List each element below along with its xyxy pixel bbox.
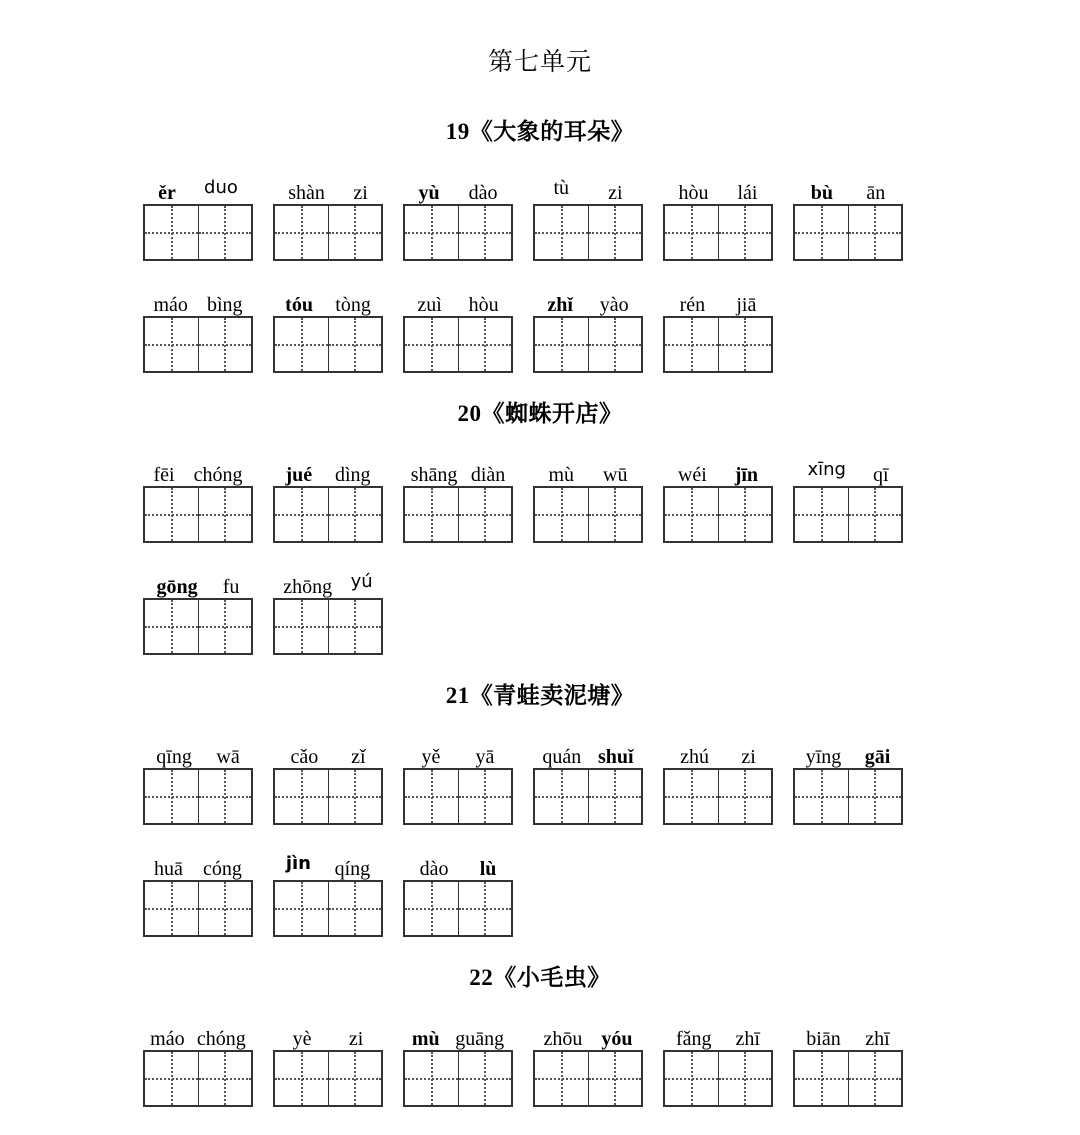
character-grid[interactable] — [533, 204, 643, 261]
lesson-section-22 — [0, 959, 1080, 1129]
character-cell[interactable] — [795, 488, 848, 541]
pinyin-label — [664, 1020, 772, 1050]
character-grid[interactable] — [273, 598, 383, 655]
character-grid[interactable] — [143, 598, 253, 655]
word-group — [143, 850, 253, 937]
word-group — [403, 1020, 513, 1107]
character-cell[interactable] — [405, 770, 458, 823]
character-cell[interactable] — [275, 318, 328, 371]
pinyin-syllable: chóng — [193, 464, 243, 486]
pinyin-syllable: lái — [737, 182, 758, 204]
pinyin-syllable: zi — [608, 182, 623, 204]
word-row — [0, 1020, 1080, 1107]
word-group — [663, 1020, 773, 1107]
character-cell[interactable] — [145, 1052, 198, 1105]
character-cell[interactable] — [665, 206, 718, 259]
character-grid[interactable] — [793, 486, 903, 543]
pinyin-syllable: qīng — [156, 746, 192, 768]
character-cell[interactable] — [275, 600, 328, 653]
pinyin-syllable: biān — [806, 1028, 841, 1050]
pinyin-label — [404, 456, 512, 486]
character-cell[interactable] — [458, 206, 511, 259]
character-cell[interactable] — [718, 770, 771, 823]
character-cell[interactable] — [588, 770, 641, 823]
character-cell[interactable] — [405, 882, 458, 935]
pinyin-label — [274, 738, 382, 768]
character-cell[interactable] — [795, 206, 848, 259]
pinyin-syllable: tù — [553, 177, 570, 199]
character-cell[interactable] — [405, 206, 458, 259]
pinyin-syllable: hòu — [468, 294, 499, 316]
section-spacer — [0, 373, 1080, 395]
character-cell[interactable] — [458, 1052, 511, 1105]
pinyin-syllable: xīng — [807, 459, 846, 480]
pinyin-syllable: jiā — [736, 294, 757, 316]
pinyin-syllable: yóu — [601, 1028, 633, 1050]
character-grid[interactable] — [533, 1050, 643, 1107]
character-grid[interactable] — [663, 768, 773, 825]
pinyin-label — [794, 174, 902, 204]
character-cell[interactable] — [458, 882, 511, 935]
character-grid[interactable] — [663, 204, 773, 261]
pinyin-label — [534, 174, 642, 204]
character-cell[interactable] — [405, 488, 458, 541]
character-cell[interactable] — [588, 1052, 641, 1105]
word-group — [403, 456, 513, 543]
lesson-section-19 — [0, 113, 1080, 395]
pinyin-syllable: zhōu — [543, 1028, 583, 1050]
pinyin-label — [794, 1020, 902, 1050]
character-cell[interactable] — [665, 1052, 718, 1105]
pinyin-label — [664, 738, 772, 768]
pinyin-syllable: zhī — [865, 1028, 890, 1050]
word-row — [0, 568, 1080, 655]
pinyin-syllable: duo — [204, 177, 238, 198]
word-group — [533, 174, 643, 261]
character-cell[interactable] — [328, 488, 381, 541]
character-cell[interactable] — [588, 318, 641, 371]
character-grid[interactable] — [533, 768, 643, 825]
character-cell[interactable] — [588, 488, 641, 541]
word-row — [0, 286, 1080, 373]
lessons-container — [0, 113, 1080, 1129]
pinyin-label — [404, 1020, 512, 1050]
pinyin-syllable: tóu — [285, 294, 313, 316]
word-group — [273, 1020, 383, 1107]
character-cell[interactable] — [145, 318, 198, 371]
word-row — [0, 174, 1080, 261]
character-grid[interactable] — [403, 316, 513, 373]
pinyin-label — [144, 456, 252, 486]
character-cell[interactable] — [795, 770, 848, 823]
pinyin-syllable: jué — [285, 464, 313, 486]
pinyin-syllable: máo — [153, 294, 188, 316]
character-cell[interactable] — [795, 1052, 848, 1105]
character-cell[interactable] — [198, 1052, 251, 1105]
unit-title: 第七单元 — [487, 49, 592, 76]
character-grid[interactable] — [273, 880, 383, 937]
character-cell[interactable] — [848, 488, 901, 541]
word-group — [143, 174, 253, 261]
pinyin-label — [144, 738, 252, 768]
pinyin-syllable: yě — [421, 746, 441, 768]
pinyin-label — [404, 286, 512, 316]
character-cell[interactable] — [405, 318, 458, 371]
character-cell[interactable] — [198, 600, 251, 653]
character-cell[interactable] — [665, 318, 718, 371]
character-cell[interactable] — [405, 1052, 458, 1105]
word-group — [143, 568, 253, 655]
character-grid[interactable] — [143, 486, 253, 543]
character-cell[interactable] — [145, 206, 198, 259]
character-grid[interactable] — [143, 1050, 253, 1107]
character-grid[interactable] — [403, 204, 513, 261]
character-grid[interactable] — [273, 768, 383, 825]
pinyin-syllable: wū — [603, 464, 628, 486]
pinyin-syllable: bìng — [206, 294, 243, 316]
pinyin-syllable: chóng — [196, 1028, 246, 1050]
pinyin-label — [274, 1020, 382, 1050]
word-group — [273, 456, 383, 543]
word-row — [0, 738, 1080, 825]
character-cell[interactable] — [328, 318, 381, 371]
pinyin-syllable: mù — [548, 464, 575, 486]
pinyin-syllable: wéi — [677, 464, 707, 486]
pinyin-syllable: cǎo — [290, 746, 319, 768]
word-group — [143, 286, 253, 373]
pinyin-syllable: huā — [154, 858, 183, 880]
character-grid[interactable] — [533, 316, 643, 373]
character-cell[interactable] — [198, 318, 251, 371]
pinyin-syllable: fǎng — [676, 1028, 712, 1050]
pinyin-label — [664, 456, 772, 486]
pinyin-label — [274, 286, 382, 316]
pinyin-syllable: yú — [350, 571, 373, 592]
pinyin-label — [534, 1020, 642, 1050]
character-grid[interactable] — [663, 1050, 773, 1107]
character-cell[interactable] — [328, 1052, 381, 1105]
pinyin-syllable: guāng — [455, 1028, 505, 1050]
character-grid[interactable] — [403, 1050, 513, 1107]
word-row — [0, 456, 1080, 543]
character-cell[interactable] — [328, 770, 381, 823]
pinyin-syllable: cóng — [203, 858, 242, 880]
pinyin-syllable: wā — [216, 746, 240, 768]
pinyin-syllable: yè — [292, 1028, 312, 1050]
pinyin-label — [534, 738, 642, 768]
word-group — [533, 456, 643, 543]
pinyin-label — [794, 738, 902, 768]
character-cell[interactable] — [535, 318, 588, 371]
word-group — [663, 456, 773, 543]
character-cell[interactable] — [328, 882, 381, 935]
character-grid[interactable] — [143, 880, 253, 937]
pinyin-syllable: máo — [150, 1028, 185, 1050]
section-spacer — [0, 655, 1080, 677]
character-cell[interactable] — [145, 882, 198, 935]
pinyin-syllable: diàn — [470, 464, 506, 486]
character-cell[interactable] — [145, 488, 198, 541]
character-cell[interactable] — [718, 206, 771, 259]
pinyin-syllable: jìn — [285, 853, 311, 874]
pinyin-syllable: tòng — [335, 294, 371, 316]
pinyin-syllable: ān — [866, 182, 886, 204]
character-grid[interactable] — [143, 768, 253, 825]
pinyin-label — [144, 1020, 252, 1050]
pinyin-label — [404, 174, 512, 204]
character-cell[interactable] — [848, 770, 901, 823]
character-grid[interactable] — [793, 1050, 903, 1107]
character-grid[interactable] — [273, 486, 383, 543]
pinyin-syllable: shuǐ — [598, 746, 634, 768]
word-group — [793, 456, 903, 543]
pinyin-label — [664, 174, 772, 204]
character-cell[interactable] — [458, 488, 511, 541]
pinyin-label — [144, 174, 252, 204]
pinyin-syllable: qī — [872, 464, 889, 486]
word-group — [533, 286, 643, 373]
character-cell[interactable] — [535, 1052, 588, 1105]
pinyin-syllable: qíng — [334, 858, 371, 880]
character-grid[interactable] — [143, 316, 253, 373]
lesson-title: 22《小毛虫》 — [469, 965, 611, 990]
pinyin-syllable: zhú — [680, 746, 710, 768]
character-cell[interactable] — [848, 1052, 901, 1105]
word-group — [533, 738, 643, 825]
character-grid[interactable] — [533, 486, 643, 543]
pinyin-label — [144, 568, 252, 598]
character-cell[interactable] — [718, 1052, 771, 1105]
character-cell[interactable] — [328, 206, 381, 259]
pinyin-label — [534, 456, 642, 486]
pinyin-syllable: zhōng — [283, 576, 333, 598]
character-cell[interactable] — [848, 206, 901, 259]
character-cell[interactable] — [145, 600, 198, 653]
pinyin-syllable: zi — [348, 1028, 364, 1050]
word-group — [273, 286, 383, 373]
character-grid[interactable] — [663, 486, 773, 543]
pinyin-label — [534, 286, 642, 316]
pinyin-syllable: zhǐ — [547, 294, 573, 316]
lesson-section-21 — [0, 677, 1080, 959]
word-group — [273, 174, 383, 261]
pinyin-syllable: zi — [353, 182, 368, 204]
character-grid[interactable] — [403, 768, 513, 825]
pinyin-syllable: shàn — [288, 182, 325, 204]
character-cell[interactable] — [718, 318, 771, 371]
character-grid[interactable] — [663, 316, 773, 373]
word-group — [663, 738, 773, 825]
character-cell[interactable] — [665, 488, 718, 541]
character-cell[interactable] — [328, 600, 381, 653]
word-group — [273, 568, 383, 655]
character-cell[interactable] — [665, 770, 718, 823]
character-cell[interactable] — [535, 206, 588, 259]
character-cell[interactable] — [145, 770, 198, 823]
character-grid[interactable] — [403, 880, 513, 937]
character-grid[interactable] — [403, 486, 513, 543]
character-cell[interactable] — [535, 488, 588, 541]
character-cell[interactable] — [458, 770, 511, 823]
pinyin-syllable: ěr — [158, 182, 176, 204]
word-group — [793, 174, 903, 261]
character-grid[interactable] — [273, 316, 383, 373]
pinyin-syllable: lù — [479, 858, 497, 880]
word-group — [273, 738, 383, 825]
character-cell[interactable] — [588, 206, 641, 259]
word-group — [403, 286, 513, 373]
character-cell[interactable] — [275, 206, 328, 259]
pinyin-syllable: gāi — [864, 746, 891, 768]
character-cell[interactable] — [275, 1052, 328, 1105]
character-cell[interactable] — [275, 770, 328, 823]
word-group — [273, 850, 383, 937]
character-grid[interactable] — [793, 204, 903, 261]
pinyin-syllable: shāng — [410, 464, 458, 486]
pinyin-syllable: yào — [599, 294, 629, 316]
pinyin-syllable: quán — [542, 746, 582, 768]
word-group — [143, 738, 253, 825]
pinyin-syllable: dào — [419, 858, 449, 880]
lesson-title: 20《蜘蛛开店》 — [457, 401, 623, 426]
lesson-title: 19《大象的耳朵》 — [445, 119, 635, 144]
word-group — [793, 738, 903, 825]
pinyin-syllable: zuì — [417, 294, 442, 316]
character-cell[interactable] — [275, 488, 328, 541]
word-group — [403, 738, 513, 825]
word-group — [143, 1020, 253, 1107]
pinyin-label — [274, 456, 382, 486]
pinyin-label — [144, 286, 252, 316]
pinyin-label — [794, 456, 902, 486]
character-cell[interactable] — [198, 206, 251, 259]
pinyin-label — [274, 850, 382, 880]
pinyin-syllable: dào — [468, 182, 498, 204]
pinyin-syllable: fēi — [153, 464, 175, 486]
pinyin-syllable: yù — [418, 182, 440, 204]
pinyin-syllable: mù — [411, 1028, 440, 1050]
word-group — [403, 174, 513, 261]
pinyin-syllable: hòu — [678, 182, 709, 204]
word-group — [143, 456, 253, 543]
pinyin-syllable: dìng — [334, 464, 371, 486]
word-group — [793, 1020, 903, 1107]
section-spacer — [0, 937, 1080, 959]
lesson-section-20 — [0, 395, 1080, 677]
word-row — [0, 850, 1080, 937]
pinyin-syllable: zǐ — [351, 746, 366, 768]
pinyin-syllable: gōng — [156, 576, 198, 598]
word-group — [403, 850, 513, 937]
character-cell[interactable] — [718, 488, 771, 541]
pinyin-syllable: zi — [741, 746, 756, 768]
pinyin-label — [664, 286, 772, 316]
character-grid[interactable] — [793, 768, 903, 825]
pinyin-label — [144, 850, 252, 880]
character-grid[interactable] — [273, 1050, 383, 1107]
character-cell[interactable] — [535, 770, 588, 823]
pinyin-syllable: bù — [810, 182, 833, 204]
character-cell[interactable] — [275, 882, 328, 935]
pinyin-syllable: yā — [475, 746, 495, 768]
lesson-title: 21《青蛙卖泥塘》 — [445, 683, 635, 708]
character-cell[interactable] — [458, 318, 511, 371]
character-cell[interactable] — [198, 770, 251, 823]
pinyin-label — [274, 568, 382, 598]
character-cell[interactable] — [198, 488, 251, 541]
word-group — [663, 174, 773, 261]
pinyin-label — [274, 174, 382, 204]
pinyin-syllable: yīng — [805, 746, 842, 768]
pinyin-label — [404, 850, 512, 880]
section-spacer — [0, 1107, 1080, 1129]
pinyin-syllable: rén — [679, 294, 706, 316]
character-cell[interactable] — [198, 882, 251, 935]
pinyin-syllable: jīn — [734, 464, 759, 486]
character-grid[interactable] — [143, 204, 253, 261]
pinyin-syllable: zhī — [735, 1028, 760, 1050]
pinyin-syllable: fu — [222, 576, 240, 598]
character-grid[interactable] — [273, 204, 383, 261]
pinyin-label — [404, 738, 512, 768]
word-group — [663, 286, 773, 373]
word-group — [533, 1020, 643, 1107]
